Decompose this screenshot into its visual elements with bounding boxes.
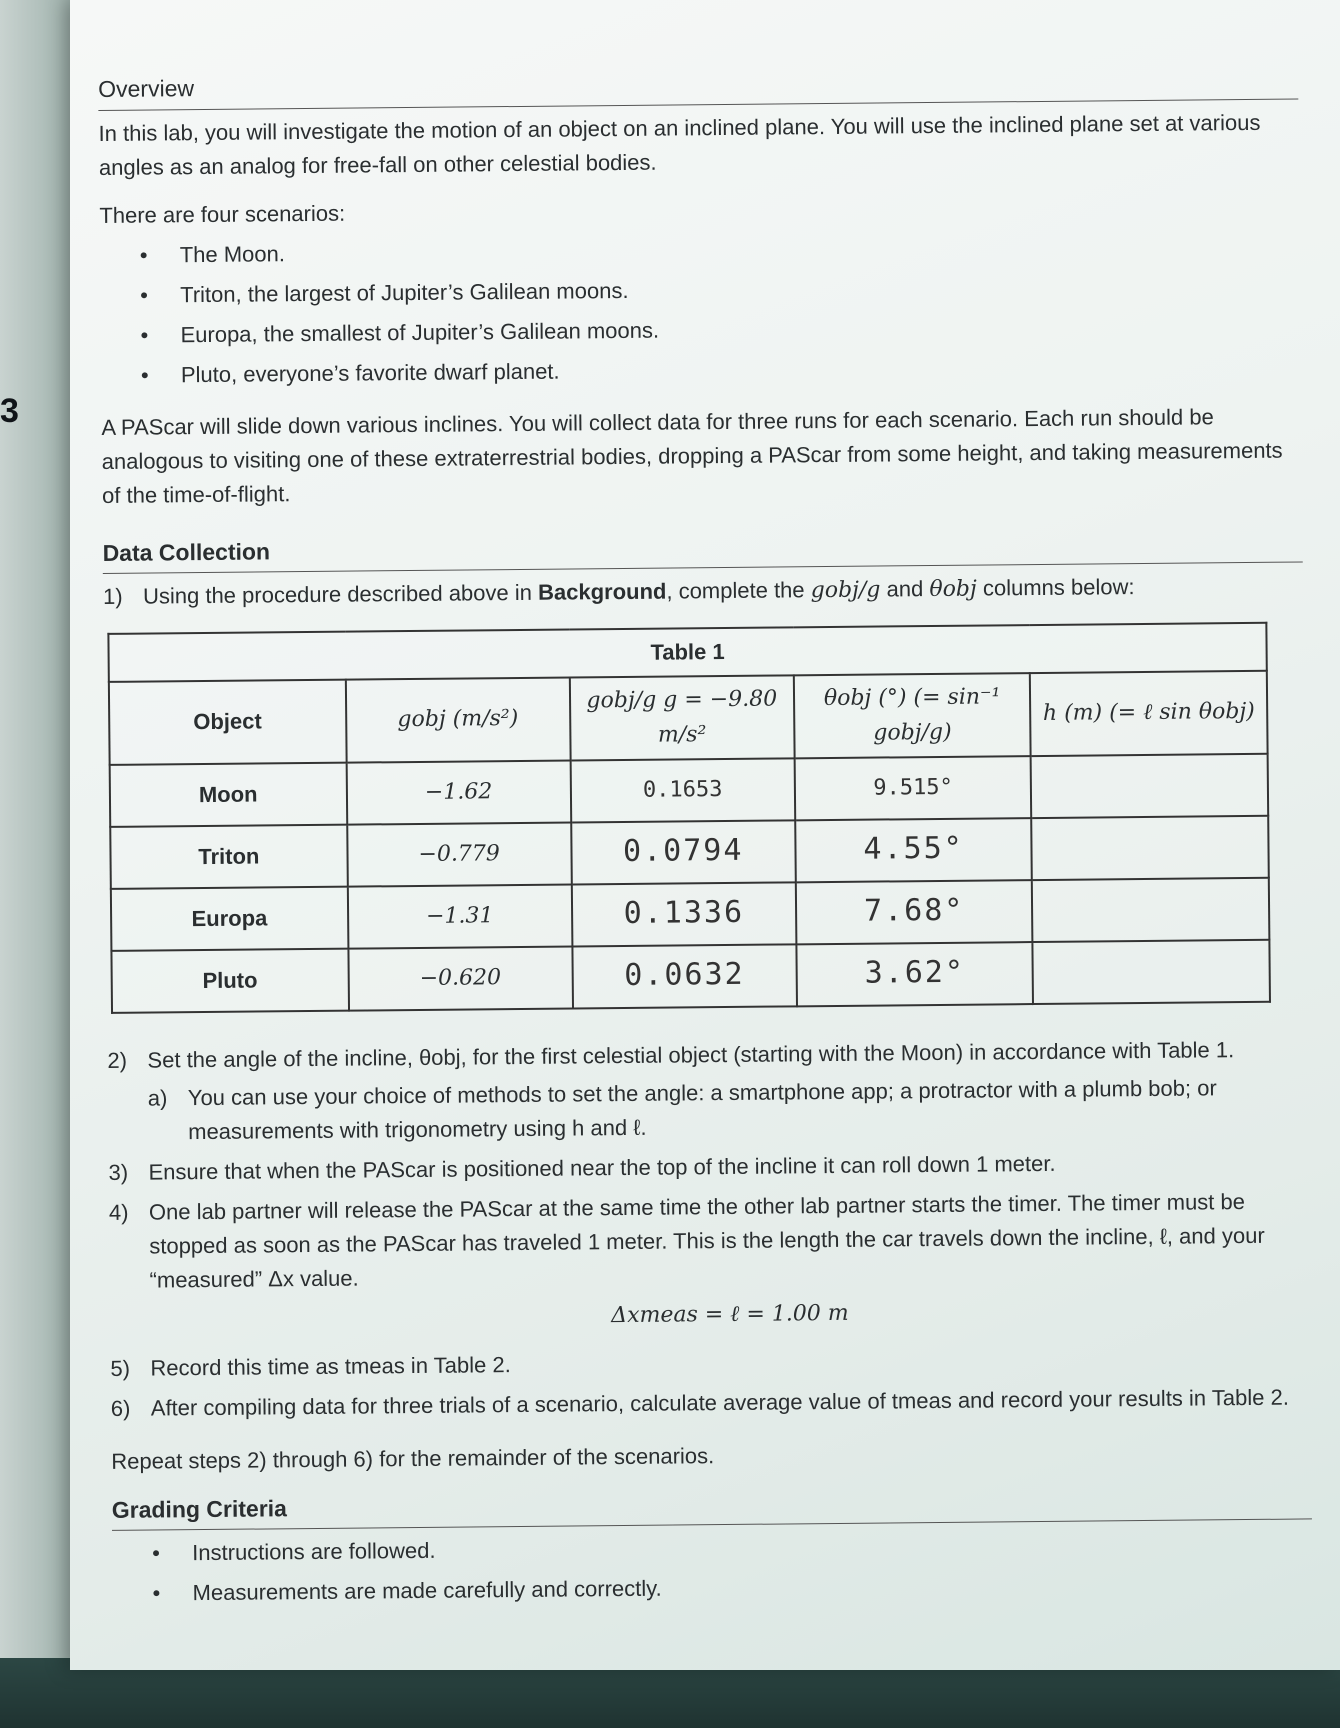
table-header-cell: h (m) (= ℓ sin θobj) [1030,671,1267,755]
object-cell: Pluto [111,948,348,1012]
scenario-list [140,227,1301,393]
step-text: After compiling data for three trials of a scenario, calculate average value of tmeas and record your results in Table 2. [150,1385,1289,1421]
step-text: You can use your choice of methods to set the angle: a smartphone app; a protractor with a plumb bob; or measurements with trigonometry using h and ℓ. [187,1074,1217,1144]
step-5 [110,1341,1310,1387]
step-text: Using the procedure described above in [142,580,539,609]
step-2a [148,1070,1309,1149]
list-item: • Triton, the largest of Jupiter’s Galilean moons. [140,267,1300,312]
step-number: 2) [107,1047,128,1073]
step-6 [111,1381,1311,1427]
step-3 [108,1144,1308,1190]
step-text: One lab partner will release the PAScar at the same time the other lab partner starts the timer. The timer must be stopped as soon as the PAScar has traveled 1 meter. This is the length the car travels down the incline, ℓ, and your “measured” Δx value. [148,1189,1265,1293]
ratio-cell: 0.0632 [572,944,797,1008]
theta-cell: 4.55° [795,818,1032,882]
h-cell [1033,939,1270,1003]
list-item: • Instructions are followed. [152,1526,1312,1571]
table-header-cell: Object [109,680,346,764]
gobj-cell: −1.62 [346,760,571,824]
scenarios-intro: There are four scenarios: [99,200,346,228]
table-row [111,877,1270,950]
math-symbol: θobj [929,576,977,603]
object-cell: Triton [110,824,347,888]
gobj-cell: −0.620 [348,946,573,1010]
formula: Δxmeas = ℓ = 1.00 m [611,1301,849,1329]
object-cell: Europa [111,886,348,950]
step-list-2 [107,1032,1311,1426]
paper-sheet [70,0,1340,1670]
step-number: 5) [110,1356,131,1382]
gobj-cell: −0.779 [347,822,572,886]
ratio-cell: 0.1336 [572,882,797,946]
h-cell [1032,877,1269,941]
step-number: 3) [108,1159,129,1185]
step-number: a) [147,1085,168,1111]
step-number: 4) [108,1199,129,1225]
table-row [111,939,1270,1012]
ratio-cell: 0.1653 [570,758,795,822]
h-cell [1031,753,1268,817]
grading-list [152,1526,1313,1611]
list-item: • The Moon. [140,227,1300,272]
step-number: 6) [110,1396,131,1422]
grading-heading: Grading Criteria [112,1481,1312,1531]
step-2 [107,1032,1308,1150]
overview-intro: In this lab, you will investigate the motion of an object on an inclined plane. You will use the inclined plane set at various angles as an analog for free-fall on other celestial bodies. [98,109,1261,180]
object-cell: Moon [110,762,347,826]
step-4 [109,1184,1310,1338]
step-text: Record this time as tmeas in Table 2. [150,1352,511,1381]
data-collection-heading: Data Collection [102,524,1302,574]
table-row [110,815,1269,888]
h-cell [1032,815,1269,879]
gobj-cell: −1.31 [347,884,572,948]
theta-cell: 9.515° [794,756,1031,820]
edge-mark: 3 [0,392,19,430]
table-header-cell: θobj (°) (= sin⁻¹ gobj/g) [794,673,1031,757]
list-item: • Measurements are made carefully and correctly. [152,1566,1312,1611]
list-item: • Europa, the smallest of Jupiter’s Galilean moons. [140,308,1300,353]
table-header-cell: gobj (m/s²) [345,678,570,762]
step-text-bold: Background [537,578,667,606]
theta-cell: 7.68° [796,880,1033,944]
math-symbol: gobj/g [810,577,881,604]
step-text: Set the angle of the incline, θobj, for the first celestial object (starting with the Moon) in accordance with Table 1. [147,1036,1235,1073]
table-header-cell: gobj/g g = −9.80 m/s² [570,676,795,760]
sub-step-list [148,1070,1309,1149]
pascar-paragraph: A PAScar will slide down various inclines. You will collect data for three runs for each scenario. Each run should be analogous to visiting one of these extraterrestrial bodies, dropping a PAScar from some height, and taking measurements of the time-of-flight. [101,404,1283,509]
step-text: columns below: [976,574,1135,601]
step-text: Ensure that when the PAScar is positioned near the top of the incline it can roll down 1 meter. [148,1150,1056,1185]
document-content [98,60,1313,1629]
list-item: • Pluto, everyone’s favorite dwarf planet. [141,348,1301,393]
ratio-cell: 0.0794 [571,820,796,884]
step-list-1 [103,569,1303,616]
step-number: 1) [102,584,123,610]
theta-cell: 3.62° [796,942,1033,1006]
step-1 [103,569,1303,616]
step-text: , complete the [666,577,811,604]
table-1 [107,622,1271,1013]
overview-heading: Overview [98,60,1298,110]
repeat-instruction: Repeat steps 2) through 6) for the remainder of the scenarios. [111,1442,715,1474]
table-caption: Table 1 [108,623,1266,682]
table-row [110,753,1269,826]
step-text: and [880,576,930,602]
